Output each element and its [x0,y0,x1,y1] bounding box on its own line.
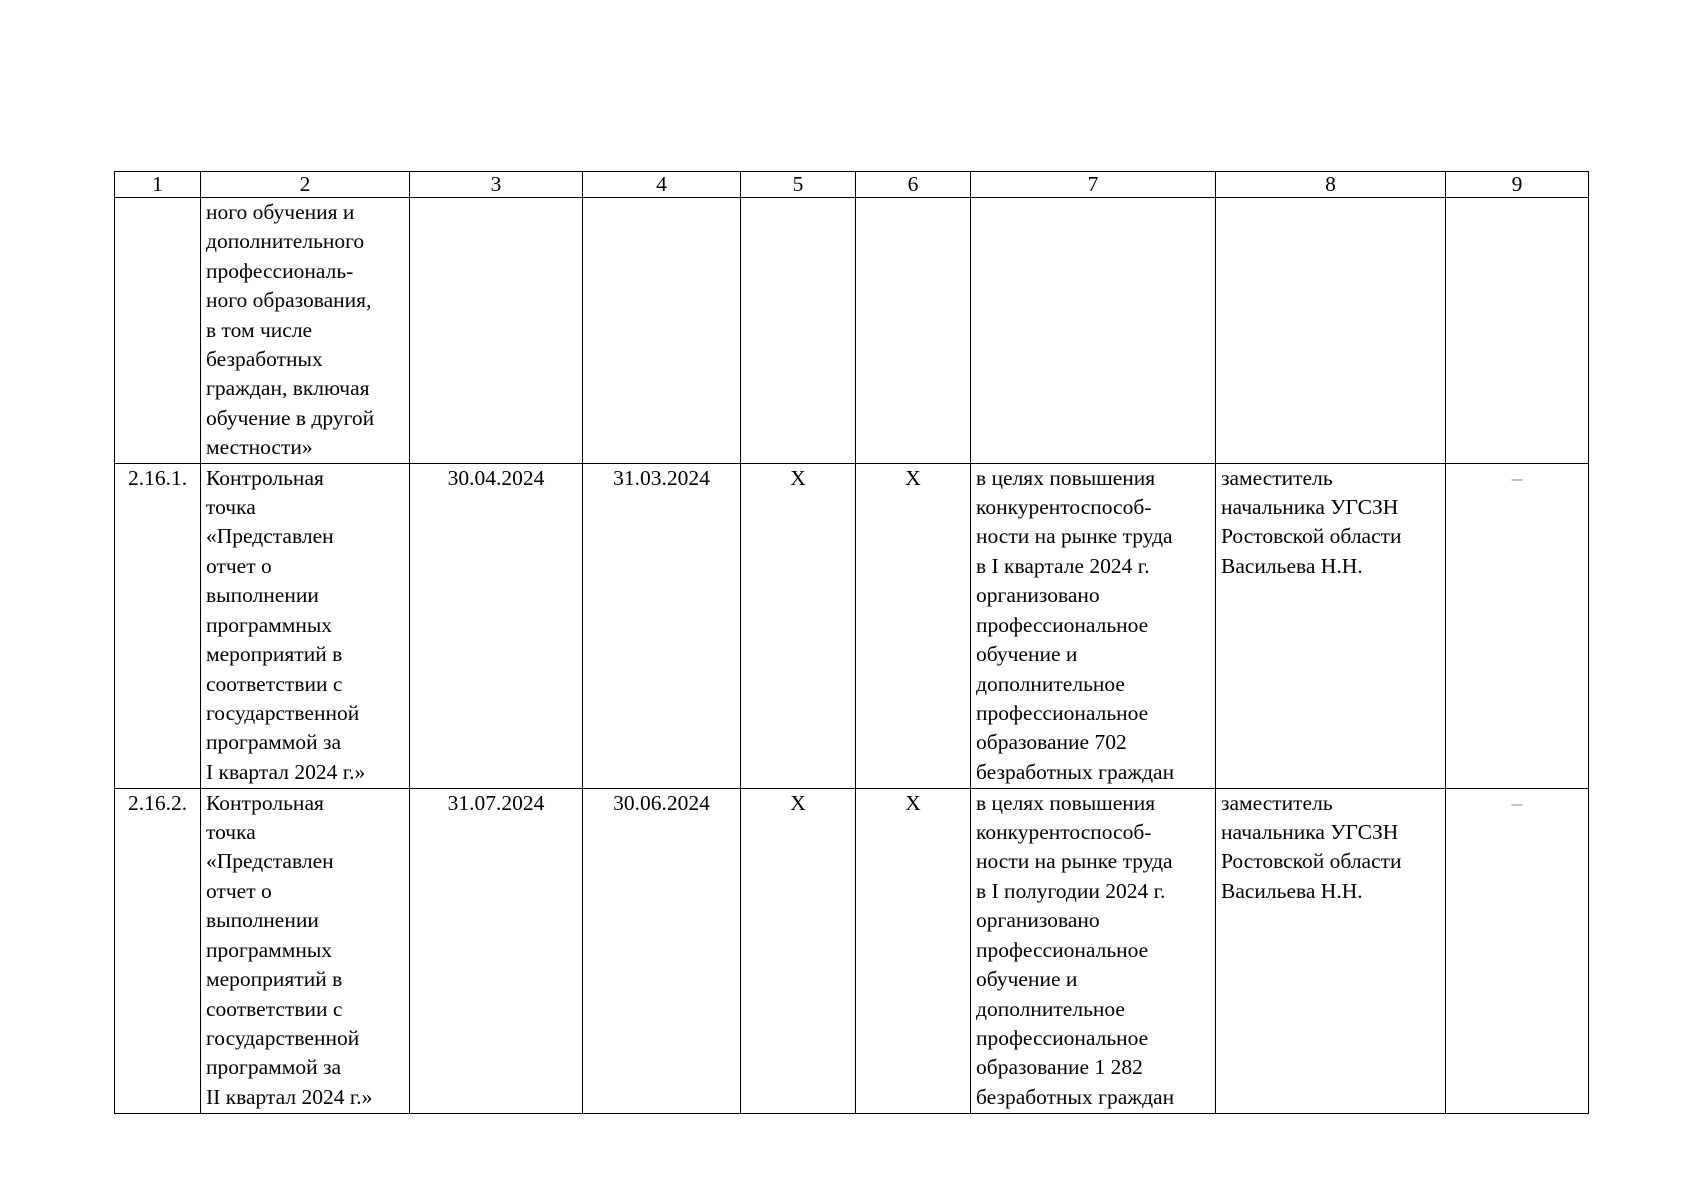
cont-cell-6 [856,198,971,464]
row-date-fact: 30.06.2024 [583,788,741,1113]
row-col-5: X [741,788,856,1113]
cont-cell-8 [1216,198,1446,464]
header-row [115,172,1589,198]
row-date-plan: 30.04.2024 [410,463,583,788]
header-cell-4: 4 [583,172,741,198]
report-table [114,171,1589,1114]
row-col-5: X [741,463,856,788]
row-number: 2.16.1. [115,463,201,788]
header-cell-8: 8 [1216,172,1446,198]
row-name: Контрольная точка «Представлен отчет о выполнении программных мероприятий в соответствии с государственной программой за II квартал 2024 г.» [201,788,410,1113]
cont-cell-name: ного обучения и дополнительного профессиональ- ного образования, в том числе безработных граждан, включая обучение в другой местности» [201,198,410,464]
row-responsible: заместитель начальника УГСЗН Ростовской области Васильева Н.Н. [1216,788,1446,1113]
row-date-plan: 31.07.2024 [410,788,583,1113]
row-responsible: заместитель начальника УГСЗН Ростовской области Васильева Н.Н. [1216,463,1446,788]
row-col-6: X [856,788,971,1113]
row-note: – [1446,788,1589,1113]
header-cell-5: 5 [741,172,856,198]
cont-cell-5 [741,198,856,464]
table-row-2-16-2 [115,788,1589,1113]
row-result: в целях повышения конкурентоспособ- ности на рынке труда в I полугодии 2024 г. организовано профессиональное обучение и дополнительное профессиональное образование 1 282 безработных граждан [971,788,1216,1113]
row-name: Контрольная точка «Представлен отчет о выполнении программных мероприятий в соответствии с государственной программой за I квартал 2024 г.» [201,463,410,788]
row-note: – [1446,463,1589,788]
continuation-row [115,198,1589,464]
row-result: в целях повышения конкурентоспособ- ности на рынке труда в I квартале 2024 г. организовано профессиональное обучение и дополнительное профессиональное образование 702 безработных граждан [971,463,1216,788]
row-date-fact: 31.03.2024 [583,463,741,788]
row-number: 2.16.2. [115,788,201,1113]
cont-cell-number [115,198,201,464]
header-cell-9: 9 [1446,172,1589,198]
header-cell-2: 2 [201,172,410,198]
cont-cell-3 [410,198,583,464]
cont-cell-7 [971,198,1216,464]
cont-cell-4 [583,198,741,464]
row-col-6: X [856,463,971,788]
header-cell-3: 3 [410,172,583,198]
table-row-2-16-1 [115,463,1589,788]
cont-cell-9 [1446,198,1589,464]
header-cell-7: 7 [971,172,1216,198]
header-cell-1: 1 [115,172,201,198]
header-cell-6: 6 [856,172,971,198]
